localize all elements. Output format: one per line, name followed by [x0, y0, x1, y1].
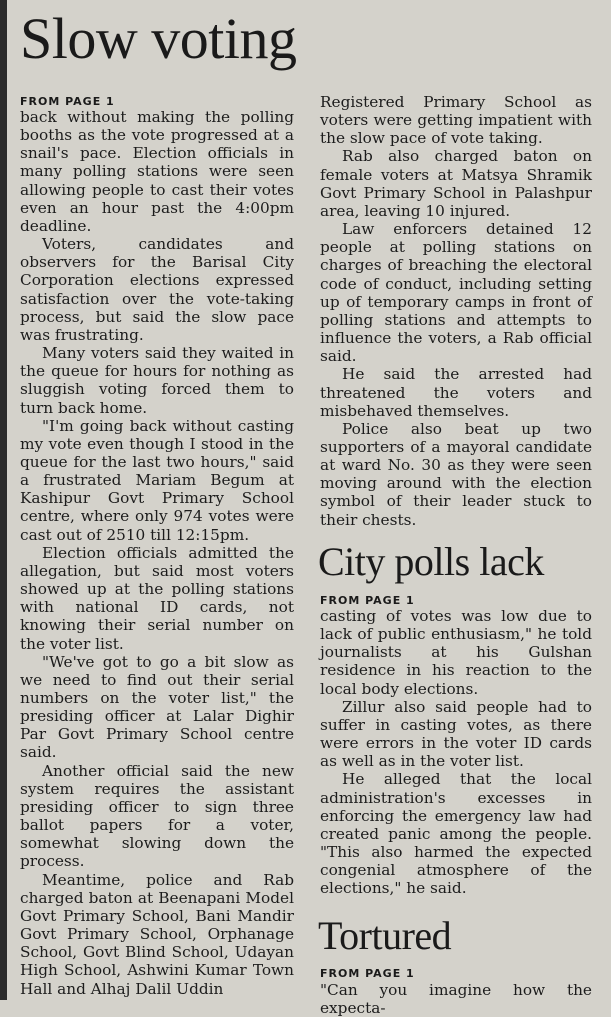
headline-tortured: Tortured [318, 913, 452, 958]
paragraph: Meantime, police and Rab charged baton at Beenapani Model Govt Primary School, Bani Mandir Govt Primary School, Orphanage School, Govt Blind School, Udayan High School, Ashwini Kumar Town Hall and Alhaj Dalil Uddin [20, 870, 294, 998]
paragraph: He said the arrested had threatened the voters and misbehaved themselves. [320, 365, 592, 420]
paragraph: Voters, candidates and observers for the Barisal City Corporation elections expressed satisfaction over the vote-taking process, but said the slow pace was frustrating. [20, 235, 294, 344]
paragraph: Election officials admitted the allegation, but said most voters showed up at the polling stations with national ID cards, not knowing their serial number on the voter list. [20, 543, 294, 653]
paragraph: casting of votes was low due to lack of public enthusiasm," he told journalists at his Gulshan residence in his reaction to the local body elections. [320, 607, 592, 698]
paragraph: Registered Primary School as voters were getting impatient with the slow pace of vote taking. [320, 93, 592, 148]
slow-voting-column-2 [320, 93, 592, 529]
kicker-tortured: FROM PAGE 1 [320, 967, 415, 980]
paragraph: Rab also charged baton on female voters at Matsya Shramik Govt Primary School in Palashpur area, leaving 10 injured. [320, 147, 592, 220]
paragraph: Another official said the new system requires the assistant presiding officer to sign three ballot papers for a voter, somewhat slowing down the process. [20, 761, 294, 871]
paragraph: "We've got to go a bit slow as we need to find out their serial numbers on the voter list," the presiding officer at Lalar Dighir Par Govt Primary School centre said. [20, 652, 294, 762]
page-edge-shadow [0, 0, 7, 1000]
tortured-body [320, 981, 592, 1017]
city-polls-body [320, 607, 592, 898]
kicker-slow-voting: FROM PAGE 1 [20, 95, 115, 108]
headline-slow-voting: Slow voting [20, 6, 297, 71]
kicker-city-polls: FROM PAGE 1 [320, 594, 415, 607]
paragraph: back without making the polling booths as the vote progressed at a snail's pace. Election officials in many polling stations were seen allowing people to cast their votes even an hour past the 4:00pm deadline. [20, 108, 294, 235]
paragraph: Police also beat up two supporters of a mayoral candidate at ward No. 30 as they were seen moving around with the election symbol of their leader stuck to their chests. [320, 419, 592, 529]
headline-city-polls-lack: City polls lack [318, 539, 544, 584]
paragraph: Many voters said they waited in the queue for hours for nothing as sluggish voting forced them to turn back home. [20, 344, 294, 417]
paragraph: Zillur also said people had to suffer in casting votes, as there were errors in the voter ID cards as well as in the voter list. [320, 697, 592, 771]
slow-voting-column-1 [20, 108, 294, 998]
paragraph: He alleged that the local administration's excesses in enforcing the emergency law had created panic among the people. "This also harmed the expected congenial atmosphere of the elections," he said. [320, 770, 592, 898]
paragraph: Law enforcers detained 12 people at polling stations on charges of breaching the electoral code of conduct, including setting up of temporary camps in front of polling stations and attempts to influence the voters, a Rab official said. [320, 220, 592, 366]
paragraph: "I'm going back without casting my vote even though I stood in the queue for the last two hours," said a frustrated Mariam Begum at Kashipur Govt Primary School centre, where only 974 votes were cast out of 2510 till 12:15pm. [20, 416, 294, 544]
paragraph: "Can you imagine how the expecta- [320, 981, 592, 1017]
